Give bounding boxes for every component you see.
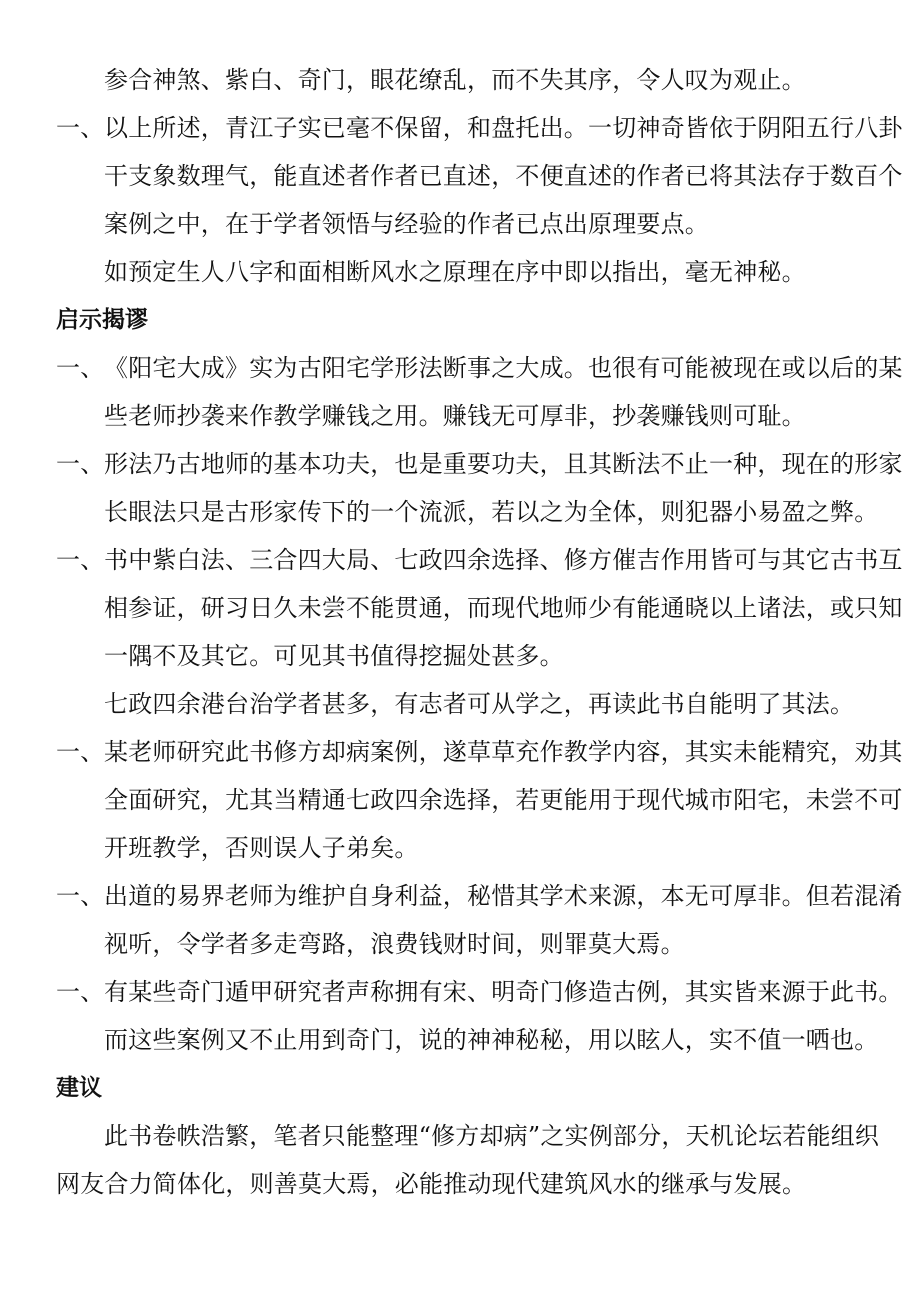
list-item-continuation: 全面研究，尤其当精通七政四余选择，若更能用于现代城市阳宅，未尝不可 [104, 786, 903, 814]
list-item-continuation: 开班教学，否则误人子弟矣。 [104, 834, 419, 862]
intro-line: 参合神煞、紫白、奇门，眼花缭乱，而不失其序，令人叹为观止。 [104, 66, 806, 94]
section-heading-suggestion: 建议 [56, 1075, 102, 1101]
list-item-3 [56, 440, 903, 488]
list-item-7 [56, 968, 903, 1016]
list-item-continuation: 而这些案例又不止用到奇门，说的神神秘秘，用以眩人，实不值一哂也。 [104, 1026, 879, 1054]
document-page [56, 56, 903, 1208]
list-item-text: 《阳宅大成》实为古阳宅学形法断事之大成。也很有可能被现在或以后的某 [104, 354, 903, 382]
list-item-1 [56, 104, 903, 152]
section-heading-revelations: 启示揭谬 [56, 307, 148, 333]
list-item-text: 某老师研究此书修方却病案例，遂草草充作教学内容，其实未能精究，劝其 [104, 738, 903, 766]
list-marker: 一、 [56, 450, 105, 478]
list-marker: 一、 [56, 546, 105, 574]
list-item-5 [56, 728, 903, 776]
list-item-text: 有某些奇门遁甲研究者声称拥有宋、明奇门修造古例，其实皆来源于此书。 [104, 978, 903, 1006]
list-item-6 [56, 872, 903, 920]
list-marker: 一、 [56, 978, 105, 1006]
list-item-4 [56, 536, 903, 584]
list-item-text: 以上所述，青江子实已毫不保留，和盘托出。一切神奇皆依于阴阳五行八卦 [104, 114, 903, 142]
list-marker: 一、 [56, 882, 105, 910]
list-marker: 一、 [56, 114, 105, 142]
list-item-continuation: 相参证，研习日久未尝不能贯通，而现代地师少有能通晓以上诸法，或只知 [104, 594, 903, 622]
list-item-continuation: 干支象数理气，能直述者作者已直述，不便直述的作者已将其法存于数百个 [104, 162, 903, 190]
list-item-continuation: 一隅不及其它。可见其书值得挖掘处甚多。 [104, 642, 564, 670]
list-item-continuation: 案例之中，在于学者领悟与经验的作者已点出原理要点。 [104, 210, 709, 238]
list-item-paragraph: 七政四余港台治学者甚多，有志者可从学之，再读此书自能明了其法。 [104, 690, 855, 718]
list-item-continuation: 视听，令学者多走弯路，浪费钱财时间，则罪莫大焉。 [104, 930, 685, 958]
list-marker: 一、 [56, 738, 105, 766]
list-item-text: 书中紫白法、三合四大局、七政四余选择、修方催吉作用皆可与其它古书互 [104, 546, 903, 574]
list-item-2 [56, 344, 903, 392]
list-item-continuation: 长眼法只是古形家传下的一个流派，若以之为全体，则犯器小易盈之弊。 [104, 498, 879, 526]
list-item-continuation: 些老师抄袭来作教学赚钱之用。赚钱无可厚非，抄袭赚钱则可耻。 [104, 402, 806, 430]
list-item-text: 形法乃古地师的基本功夫，也是重要功夫，且其断法不止一种，现在的形家 [104, 450, 903, 478]
list-item-text: 出道的易界老师为维护自身利益，秘惜其学术来源，本无可厚非。但若混淆 [104, 882, 903, 910]
suggestion-paragraph-line: 网友合力简体化，则善莫大焉，必能推动现代建筑风水的继承与发展。 [56, 1170, 807, 1198]
list-item-paragraph: 如预定生人八字和面相断风水之原理在序中即以指出，毫无神秘。 [104, 258, 806, 286]
suggestion-paragraph-line: 此书卷帙浩繁，笔者只能整理“修方却病”之实例部分，天机论坛若能组织 [104, 1122, 880, 1150]
list-marker: 一、 [56, 354, 105, 382]
